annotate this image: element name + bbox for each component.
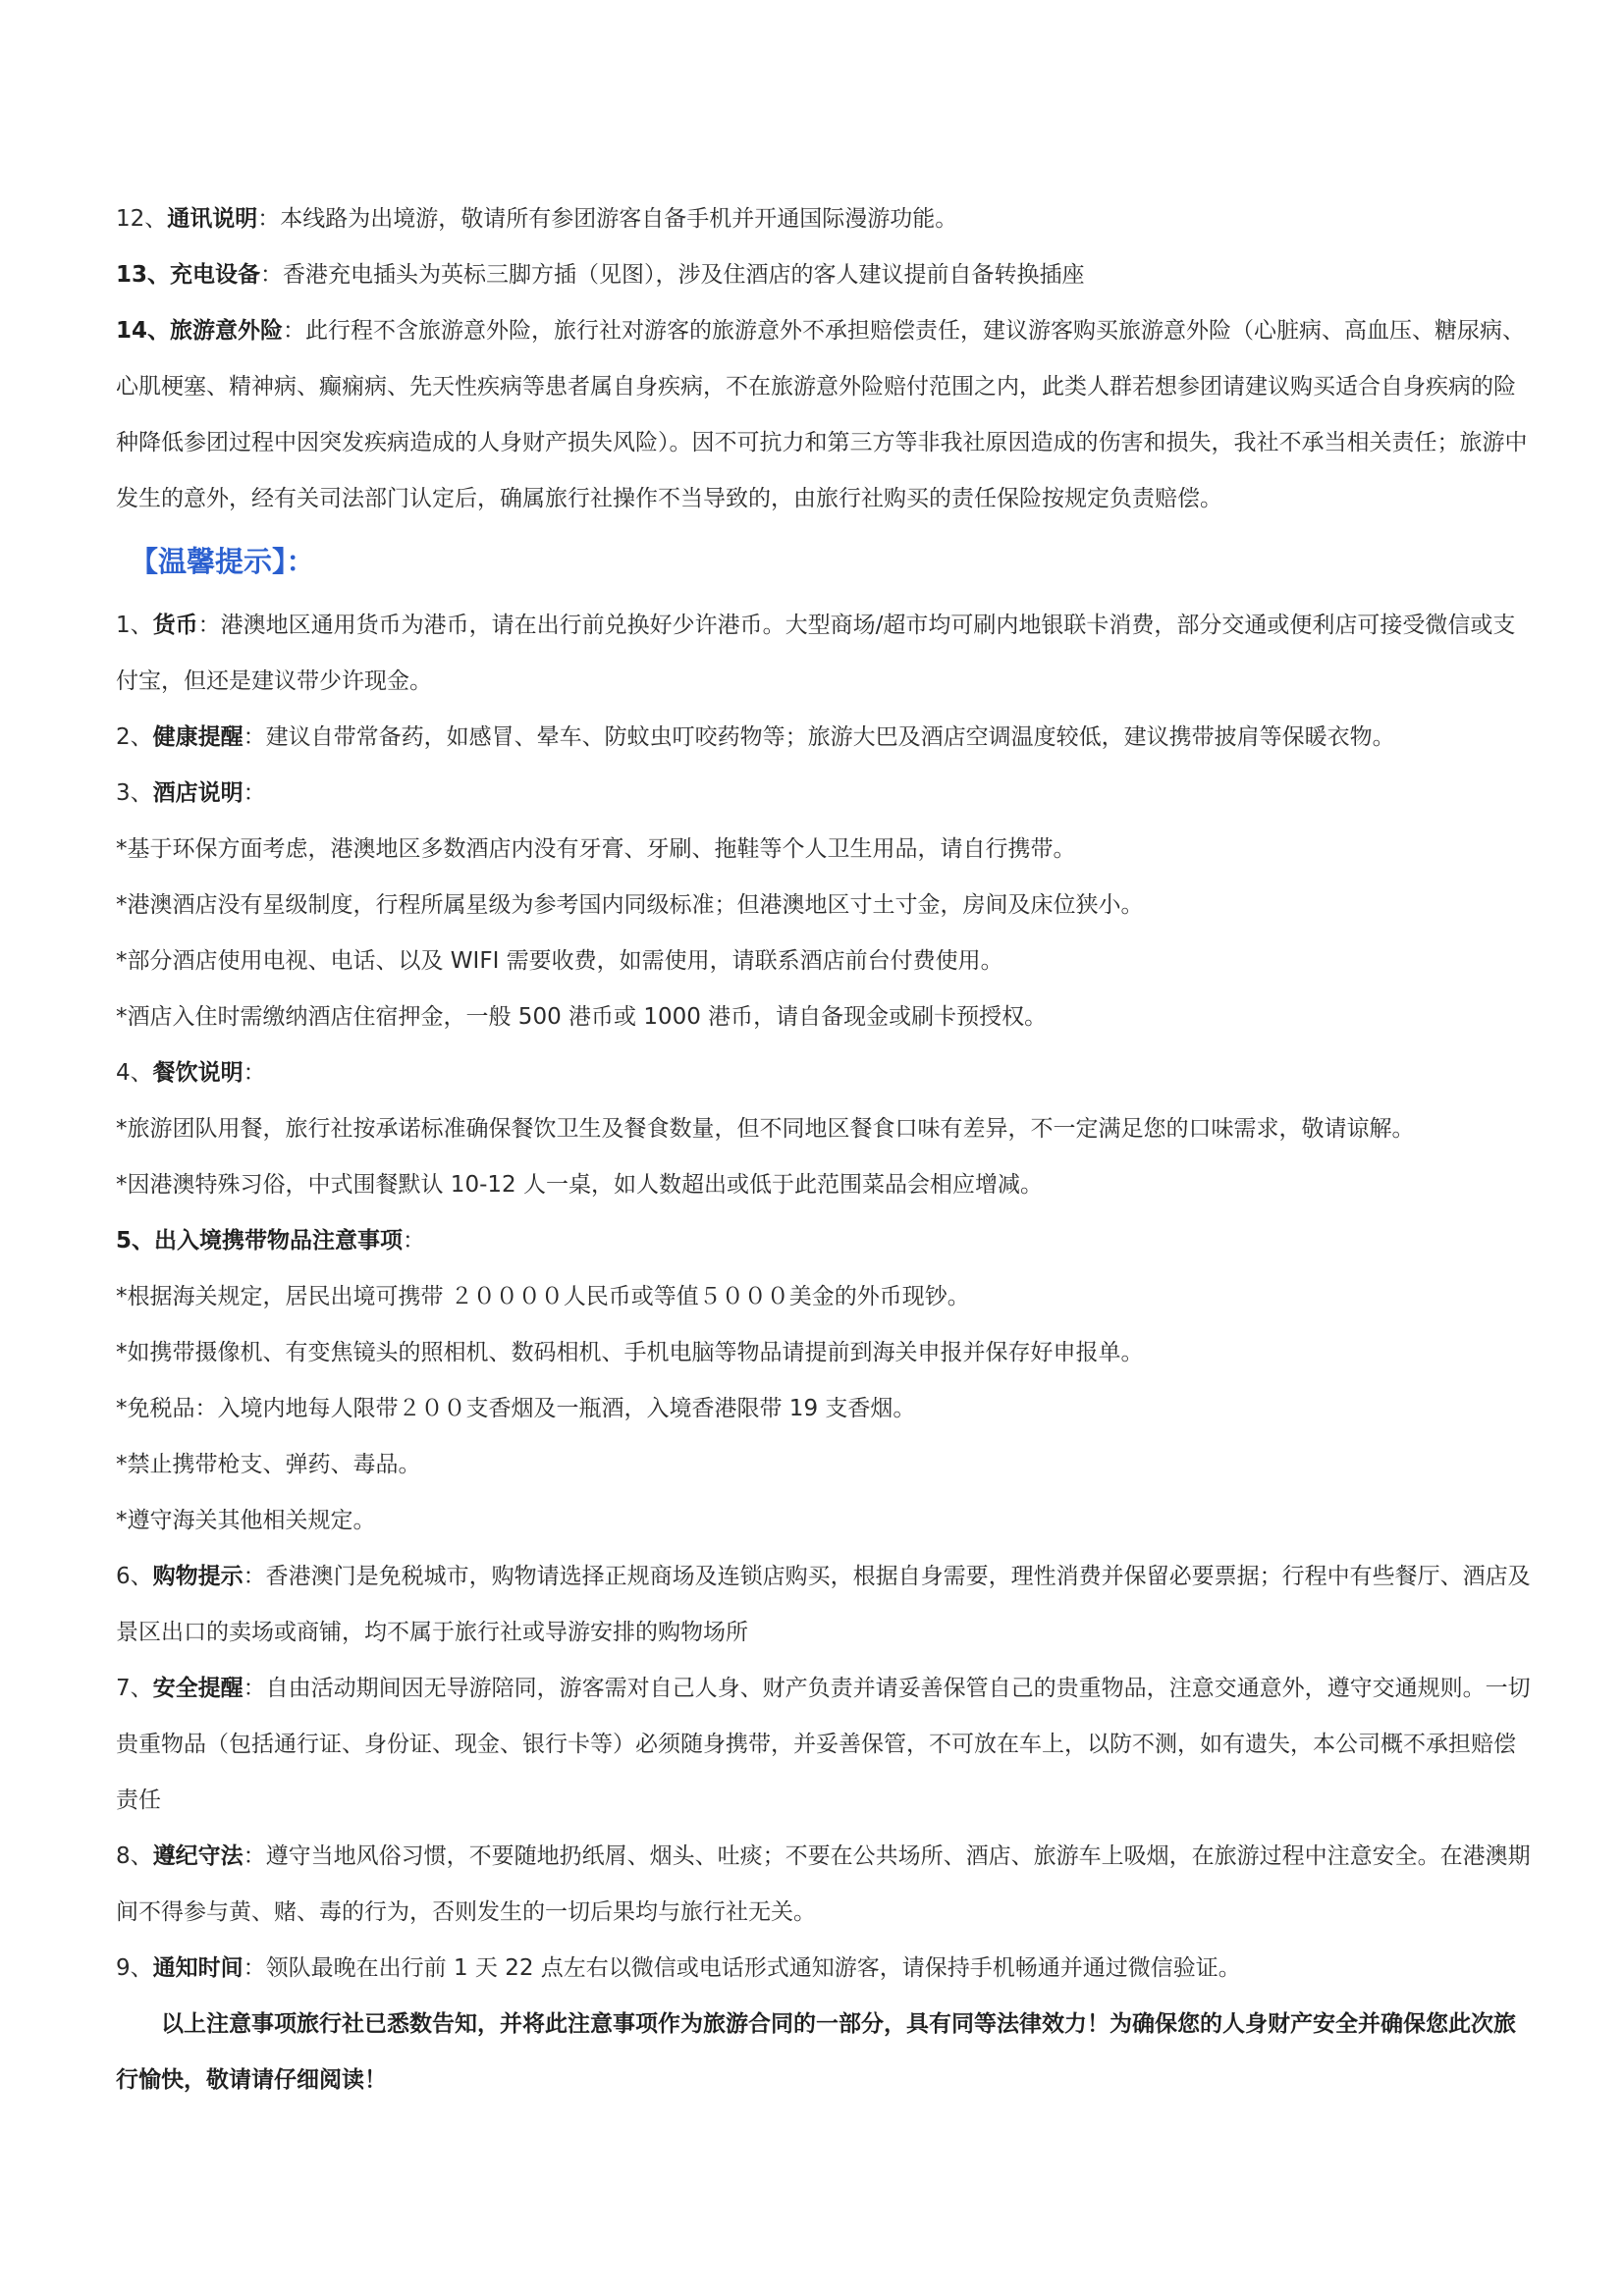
tip-4-meals (116, 1045, 1531, 1101)
item-sep: ： (243, 780, 266, 806)
item-sep: ： (243, 1564, 266, 1589)
item-sep: ： (197, 613, 221, 638)
tip-2-health (116, 710, 1531, 766)
item-text: 遵守当地风俗习惯，不要随地扔纸屑、烟头、吐痰；不要在公共场所、酒店、旅游车上吸烟，在旅游过程中注意安全。在港澳期间不得参与黄、赌、毒的行为，否则发生的一切后果均与旅行社无关。 (116, 1843, 1531, 1925)
item-sep: ： (260, 262, 284, 288)
item-label: 健康提醒 (152, 724, 244, 750)
item-number: 2、 (116, 724, 153, 750)
hotel-note: *基于环保方面考虑，港澳地区多数酒店内没有牙膏、牙刷、拖鞋等个人卫生用品，请自行携带。 (116, 836, 1076, 862)
item-label: 酒店说明 (152, 780, 244, 806)
closing-statement: 以上注意事项旅行社已悉数告知，并将此注意事项作为旅游合同的一部分，具有同等法律效力！为确保您的人身财产安全并确保您此次旅行愉快，敬请请仔细阅读！ (116, 2011, 1516, 2093)
customs-note: *免税品：入境内地每人限带２００支香烟及一瓶酒，入境香港限带 19 支香烟。 (116, 1396, 916, 1421)
customs-note: *禁止携带枪支、弹药、毒品。 (116, 1452, 421, 1477)
item-text: 香港澳门是免税城市，购物请选择正规商场及连锁店购买，根据自身需要，理性消费并保留必要票据；行程中有些餐厅、酒店及景区出口的卖场或商铺，均不属于旅行社或导游安排的购物场所 (116, 1564, 1531, 1645)
item-number: 1、 (116, 613, 153, 638)
item-label: 货币 (152, 613, 198, 638)
item-sep: ： (243, 1676, 266, 1701)
meal-note: *因港澳特殊习俗，中式围餐默认 10-12 人一桌，如人数超出或低于此范围菜品会相应增减。 (116, 1172, 1043, 1198)
customs-note: *遵守海关其他相关规定。 (116, 1508, 376, 1533)
tip-3-hotel (116, 766, 1531, 822)
item-text: 港澳地区通用货币为港币，请在出行前兑换好少许港币。大型商场/超市均可刷内地银联卡消费，部分交通或便利店可接受微信或支付宝，但还是建议带少许现金。 (116, 613, 1516, 694)
item-number: 4、 (116, 1060, 153, 1086)
tip-8-law (116, 1829, 1531, 1941)
tip-1-currency (116, 598, 1531, 710)
meal-note: *旅游团队用餐，旅行社按承诺标准确保餐饮卫生及餐食数量，但不同地区餐食口味有差异，不一定满足您的口味需求，敬请谅解。 (116, 1116, 1415, 1142)
item-sep: ： (283, 318, 306, 344)
hotel-note: *酒店入住时需缴纳酒店住宿押金，一般 500 港币或 1000 港币，请自备现金或刷卡预授权。 (116, 1004, 1048, 1030)
item-sep: ： (243, 1955, 266, 1981)
item-number: 3、 (116, 780, 153, 806)
item-number: 6、 (116, 1564, 153, 1589)
item-text: 自由活动期间因无导游陪同，游客需对自己人身、财产负责并请妥善保管自己的贵重物品，注意交通意外，遵守交通规则。一切贵重物品（包括通行证、身份证、现金、银行卡等）必须随身携带，并妥善保管，不可放在车上，以防不测，如有遗失，本公司概不承担赔偿责任 (116, 1676, 1531, 1813)
item-label: 安全提醒 (152, 1676, 244, 1701)
item-number: 12、 (116, 206, 168, 232)
item-label: 购物提示 (152, 1564, 244, 1589)
item-number: 7、 (116, 1676, 153, 1701)
item-text: 领队最晚在出行前 1 天 22 点左右以微信或电话形式通知游客，请保持手机畅通并通过微信验证。 (265, 1955, 1241, 1981)
hotel-note: *部分酒店使用电视、电话、以及 WIFI 需要收费，如需使用，请联系酒店前台付费使用。 (116, 948, 1003, 974)
item-number: 8、 (116, 1843, 153, 1869)
item-12-communication (116, 191, 1531, 247)
item-label: 5、出入境携带物品注意事项 (116, 1228, 404, 1254)
item-text: 香港充电插头为英标三脚方插（见图），涉及住酒店的客人建议提前自备转换插座 (283, 262, 1085, 288)
item-13-charging (116, 247, 1531, 303)
item-number: 13、 (116, 262, 171, 288)
item-label: 遵纪守法 (152, 1843, 244, 1869)
hotel-note: *港澳酒店没有星级制度，行程所属星级为参考国内同级标准；但港澳地区寸土寸金，房间及床位狭小。 (116, 892, 1144, 918)
customs-note: *如携带摄像机、有变焦镜头的照相机、数码相机、手机电脑等物品请提前到海关申报并保存好申报单。 (116, 1340, 1144, 1365)
item-label: 旅游意外险 (170, 318, 284, 344)
tip-5-customs (116, 1213, 1531, 1269)
item-sep: ： (403, 1228, 426, 1254)
item-text: 建议自带常备药，如感冒、晕车、防蚊虫叮咬药物等；旅游大巴及酒店空调温度较低，建议携带披肩等保暖衣物。 (265, 724, 1395, 750)
item-sep: ： (243, 724, 266, 750)
item-label: 通讯说明 (167, 206, 258, 232)
tip-9-notification (116, 1941, 1531, 1997)
section-title-warm-tips: 【温馨提示】： (130, 545, 315, 578)
item-number: 9、 (116, 1955, 153, 1981)
item-sep: ： (243, 1060, 266, 1086)
item-sep: ： (257, 206, 281, 232)
tip-7-safety (116, 1661, 1531, 1829)
item-number: 14、 (116, 318, 171, 344)
item-label: 餐饮说明 (152, 1060, 244, 1086)
tip-6-shopping (116, 1549, 1531, 1661)
item-text: 此行程不含旅游意外险，旅行社对游客的旅游意外不承担赔偿责任，建议游客购买旅游意外险（心脏病、高血压、糖尿病、心肌梗塞、精神病、癫痫病、先天性疾病等患者属自身疾病，不在旅游意外险赔付范围之内，此类人群若想参团请建议购买适合自身疾病的险种降低参团过程中因突发疾病造成的人身财产损失风险）。因不可抗力和第三方等非我社原因造成的伤害和损失，我社不承当相关责任；旅游中发生的意外，经有关司法部门认定后，确属旅行社操作不当导致的，由旅行社购买的责任保险按规定负责赔偿。 (116, 318, 1528, 511)
item-label: 通知时间 (152, 1955, 244, 1981)
item-sep: ： (243, 1843, 266, 1869)
item-14-insurance (116, 303, 1531, 527)
customs-note: *根据海关规定，居民出境可携带 ２００００人民币或等值５０００美金的外币现钞。 (116, 1284, 970, 1309)
item-text: 本线路为出境游，敬请所有参团游客自备手机并开通国际漫游功能。 (280, 206, 958, 232)
item-label: 充电设备 (170, 262, 261, 288)
